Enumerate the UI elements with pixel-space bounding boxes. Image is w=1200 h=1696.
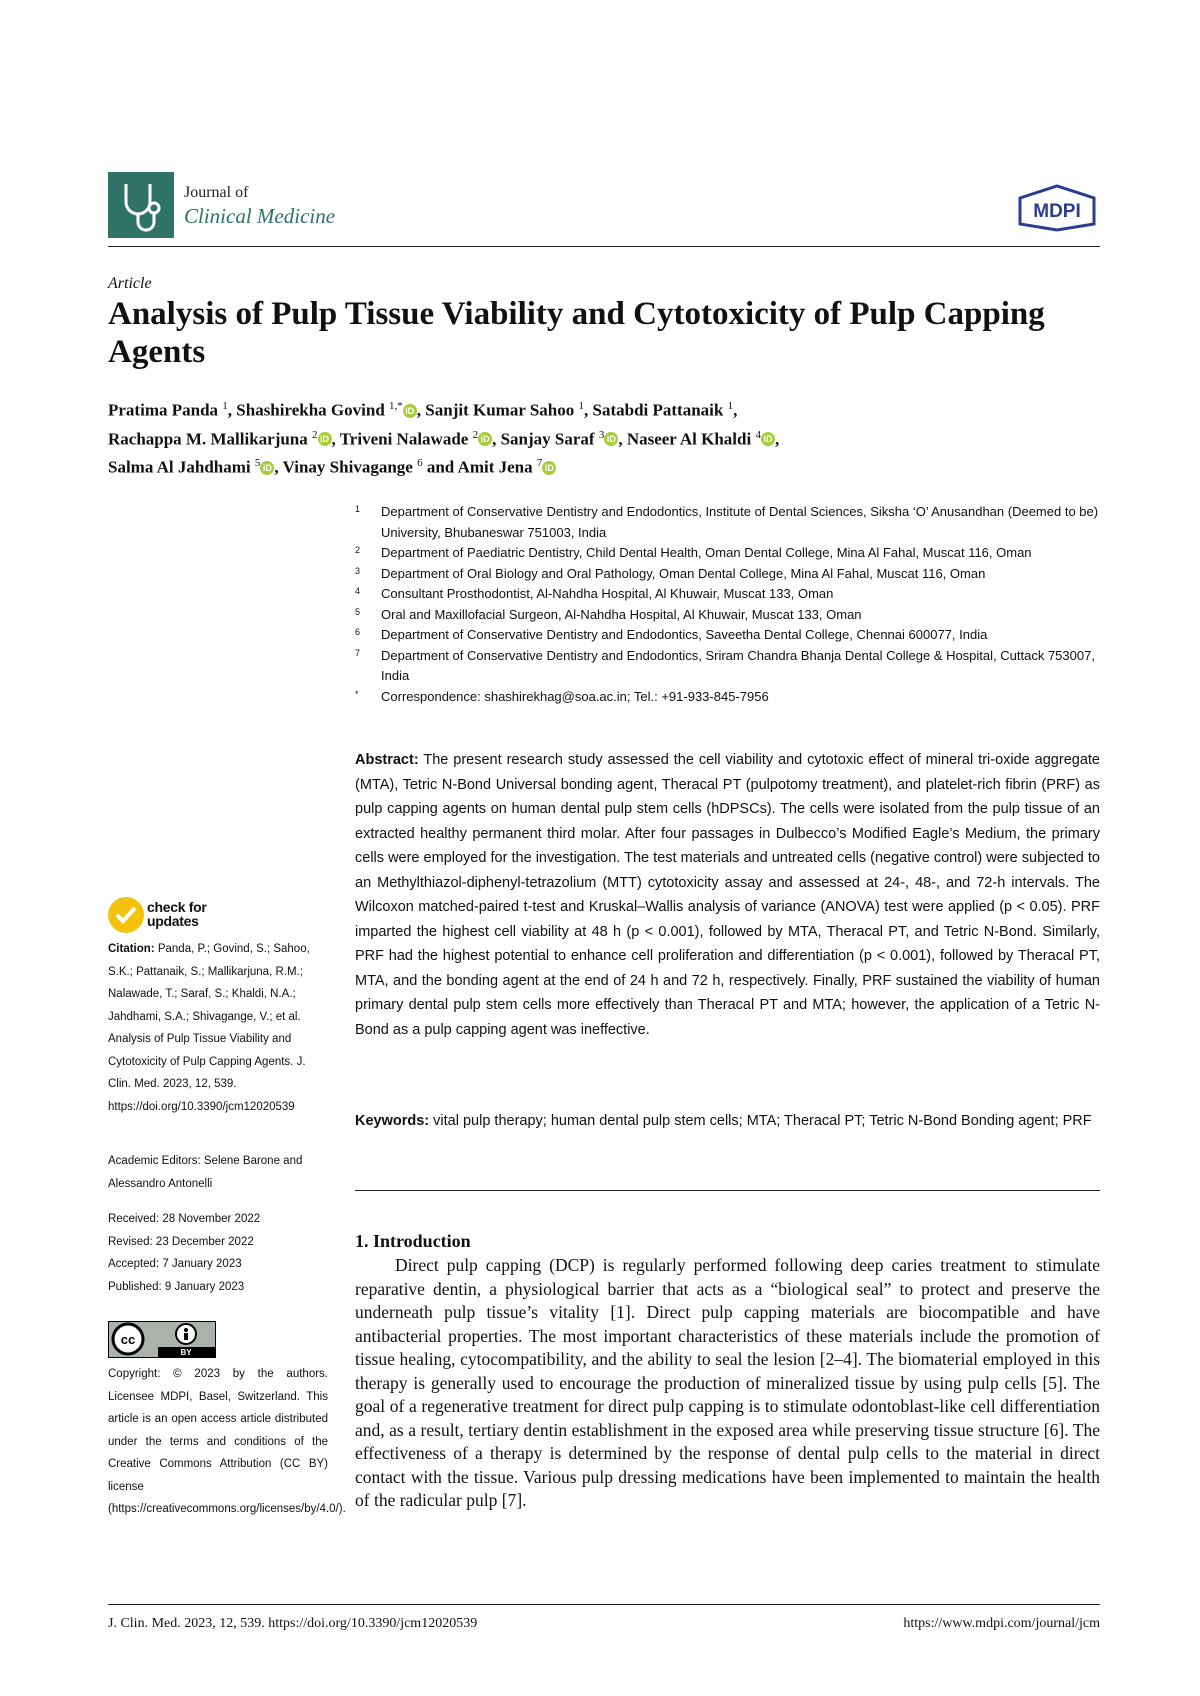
section-divider <box>355 1190 1100 1191</box>
citation-text: Panda, P.; Govind, S.; Sahoo, S.K.; Pattanaik, S.; Mallikarjuna, R.M.; Nalawade, T.; Saraf, S.; Khaldi, N.A.; Jahdhami, S.A.; Shivagange, V.; et al. Analysis of Pulp Tissue Viability and Cytotoxicity of Pulp Capping Agents. J. Clin. Med. 2023, 12, 539. https://doi.org/10.3390/jcm12020539 <box>108 943 310 1113</box>
affiliation-text: Department of Paediatric Dentistry, Child Dental Health, Oman Dental College, Mina Al Fahal, Muscat 116, Oman <box>381 545 1032 560</box>
affiliation-item <box>355 625 1100 646</box>
author-separator: , <box>227 400 237 420</box>
date-row: Received: 28 November 2022 <box>108 1213 261 1225</box>
author-line <box>108 451 1100 480</box>
affiliation-number: 5 <box>355 606 361 617</box>
creative-commons-icon <box>108 1321 216 1358</box>
affiliation-text: Correspondence: shashirekhag@soa.ac.in; Tel.: +91-933-845-7956 <box>381 688 769 704</box>
orcid-icon[interactable]: iD <box>318 432 332 446</box>
affiliation-number: 1 <box>355 504 361 514</box>
editors-block <box>108 1150 328 1195</box>
author-affiliation-mark: 1,* <box>389 400 403 412</box>
publisher-name: MDPI <box>1033 201 1081 222</box>
publisher-logo <box>1014 184 1100 232</box>
author-affiliation-mark: 4 <box>755 428 761 441</box>
article-title: Analysis of Pulp Tissue Viability and Cytotoxicity of Pulp Capping Agents <box>108 296 1045 370</box>
author-line <box>108 394 1100 423</box>
author-separator: and <box>422 457 458 477</box>
orcid-icon[interactable]: iD <box>761 432 775 446</box>
author-affiliation-mark: 7 <box>536 457 543 470</box>
affiliation-number: * <box>355 688 359 699</box>
keywords-label: Keywords: <box>355 1113 430 1129</box>
journal-title: Clinical Medicine <box>184 204 336 228</box>
date-row: Accepted: 7 January 2023 <box>108 1258 242 1270</box>
mdpi-logo-icon <box>1014 184 1100 232</box>
affiliation-item <box>355 564 1100 585</box>
affiliation-item <box>355 687 1100 708</box>
author-list <box>108 394 1100 480</box>
author-name[interactable]: Triveni Nalawade <box>339 429 473 449</box>
author-name[interactable]: Pratima Panda <box>108 400 223 420</box>
checkmark-icon <box>108 897 144 933</box>
orcid-icon[interactable]: iD <box>542 461 556 475</box>
affiliation-number: 2 <box>355 545 361 555</box>
author-separator: , <box>492 429 501 449</box>
affiliation-number: 7 <box>355 647 361 658</box>
intro-paragraph: Direct pulp capping (DCP) is regularly performed following deep caries treatment to stimulate reparative dentin, a physiological barrier that acts as a “biological seal” to protect and preserve the underneath pulp tissue’s vitality [1]. Direct pulp capping materials are biocompatible and have antibacterial properties. The most important characteristics of these materials include the promotion of tissue healing, cytocompatibility, and the ability to seal the lesion [2–4]. The biomaterial employed in this therapy is generally used to encourage the production of mineralized tissue by using pulp cells [5]. The goal of a regenerative treatment for direct pulp capping is to stimulate odontoblast-like cell differentiation and, as a result, tertiary dentin establishment in the exposed area while preserving tissue structure [6]. The effectiveness of a therapy is determined by the response of dental pulp cells to the material in direct contact with the tissue. Various pulp dressing medications have been implemented to maintain the health of the radicular pulp [7]. <box>355 1255 1100 1510</box>
cc-by-label: BY <box>180 1348 192 1357</box>
orcid-icon[interactable]: iD <box>403 404 417 418</box>
author-affiliation-mark: 6 <box>417 457 423 470</box>
journal-of-label: Journal of <box>184 184 249 201</box>
footer-divider <box>108 1604 1100 1605</box>
citation-label: Citation: <box>108 943 155 955</box>
header-divider <box>108 246 1100 247</box>
author-name[interactable]: Amit Jena <box>457 457 537 477</box>
editors-text: Selene Barone and Alessandro Antonelli <box>108 1155 303 1190</box>
affiliation-text: Department of Conservative Dentistry and Endodontics, Institute of Dental Sciences, Siksha ‘O’ Anusandhan (Deemed to be) University, Bhubaneswar 751003, India <box>381 504 1099 540</box>
affiliation-item <box>355 584 1100 605</box>
author-name[interactable]: Naseer Al Khaldi <box>626 429 756 449</box>
affiliation-item <box>355 646 1100 687</box>
affiliation-text: Department of Oral Biology and Oral Pathology, Oman Dental College, Mina Al Fahal, Muscat 116, Oman <box>381 565 986 581</box>
author-name[interactable]: Shashirekha Govind <box>236 400 390 420</box>
author-affiliation-mark: 3 <box>598 428 605 441</box>
date-row: Published: 9 January 2023 <box>108 1280 245 1293</box>
affiliation-item <box>355 543 1100 564</box>
footer-citation: J. Clin. Med. 2023, 12, 539. https://doi.org/10.3390/jcm12020539 <box>108 1616 478 1631</box>
author-separator: , <box>274 457 283 477</box>
footer-journal-link[interactable]: https://www.mdpi.com/journal/jcm <box>903 1616 1100 1631</box>
journal-logo <box>108 172 174 238</box>
author-affiliation-mark: 1 <box>727 400 734 412</box>
keywords-text: vital pulp therapy; human dental pulp stem cells; MTA; Theracal PT; Tetric N-Bond Bonding agent; PRF <box>433 1113 1092 1129</box>
author-separator: , <box>331 429 340 449</box>
author-separator: , <box>774 429 780 449</box>
affiliation-text: Consultant Prosthodontist, Al-Nahdha Hospital, Al Khuwair, Muscat 133, Oman <box>381 586 834 601</box>
author-name[interactable]: Sanjay Saraf <box>500 429 599 449</box>
journal-name <box>184 183 335 229</box>
author-separator: , <box>416 400 426 420</box>
author-affiliation-mark: 2 <box>312 428 318 441</box>
cc-by-license-badge[interactable] <box>108 1321 216 1358</box>
author-name[interactable]: Sanjit Kumar Sahoo <box>425 400 579 420</box>
author-name[interactable]: Salma Al Jahdhami <box>108 457 255 477</box>
keywords <box>355 1109 1100 1134</box>
affiliation-text: Department of Conservative Dentistry and Endodontics, Saveetha Dental College, Chennai 600077, India <box>381 627 988 642</box>
author-affiliation-mark: 2 <box>472 428 479 441</box>
author-line <box>108 423 1100 452</box>
affiliation-text: Oral and Maxillofacial Surgeon, Al-Nahdha Hospital, Al Khuwair, Muscat 133, Oman <box>381 606 862 622</box>
affiliation-item <box>355 502 1100 543</box>
check-for-updates-label[interactable]: check for updates <box>147 899 207 929</box>
affiliations <box>355 502 1100 707</box>
article-type: Article <box>108 275 152 292</box>
abstract <box>355 748 1100 1042</box>
affiliation-number: 3 <box>355 565 361 576</box>
copyright-notice: Copyright: © 2023 by the authors. Licensee MDPI, Basel, Switzerland. This article is an open access article distributed under the terms and conditions of the Creative Commons Attribution (CC BY) license (https://creativecommons.org/licenses/by/4.0/). <box>108 1368 346 1515</box>
abstract-label: Abstract: <box>355 752 419 768</box>
author-separator: , <box>733 400 738 420</box>
author-name[interactable]: Rachappa M. Mallikarjuna <box>108 429 313 449</box>
author-separator: , <box>618 429 627 449</box>
publication-dates <box>108 1208 328 1298</box>
author-affiliation-mark: 1 <box>222 400 228 412</box>
section-heading: 1. Introduction <box>355 1231 471 1251</box>
stethoscope-icon <box>108 172 174 238</box>
abstract-text: The present research study assessed the cell viability and cytotoxic effect of mineral tri-oxide aggregate (MTA), Tetric N-Bond Universal bonding agent, Theracal PT (pulpotomy treatment), and platelet-rich fibrin (PRF) as pulp capping agents on human dental pulp stem cells (hDPSCs). The cells were isolated from the pulp tissue of an extracted healthy permanent third molar. After four passages in Dulbecco’s Modified Eagle’s Medium, the primary cells were employed for the investigation. The test materials and untreated cells (negative control) were subjected to an Methylthiazol-diphenyl-tetrazolium (MTT) cytotoxicity assay and assessed at 24-, 48-, and 72-h intervals. The Wilcoxon matched-paired t-test and Kruskal–Wallis analysis of variance (ANOVA) test were applied (p < 0.05). PRF imparted the highest cell viability at 48 h (p < 0.001), followed by MTA, Theracal PT, and Tetric N-Bond. Similarly, PRF had the highest potential to enhance cell proliferation and differentiation (p < 0.001), followed by Theracal PT, MTA, and the bonding agent at the end of 24 h and 72 h, respectively. Finally, PRF sustained the viability of human primary dental pulp stem cells more effectively than Theracal PT and MTA; however, the application of a Tetric N-Bond as a pulp capping agent was ineffective. <box>355 752 1100 1038</box>
author-affiliation-mark: 1 <box>578 400 584 412</box>
editors-label: Academic Editors: <box>108 1155 201 1167</box>
check-for-updates-badge[interactable] <box>108 897 144 933</box>
affiliation-item <box>355 605 1100 626</box>
orcid-icon[interactable]: iD <box>604 432 618 446</box>
author-name[interactable]: Satabdi Pattanaik <box>592 400 728 420</box>
affiliation-text: Department of Conservative Dentistry and Endodontics, Sriram Chandra Bhanja Dental College & Hospital, Cuttack 753007, India <box>381 647 1095 683</box>
affiliation-number: 6 <box>355 627 361 637</box>
affiliation-number: 4 <box>355 586 361 596</box>
svg-text:cc: cc <box>120 1332 136 1347</box>
orcid-icon[interactable]: iD <box>478 432 492 446</box>
author-name[interactable]: Vinay Shivagange <box>282 457 418 477</box>
author-affiliation-mark: 5 <box>254 457 261 470</box>
orcid-icon[interactable]: iD <box>260 461 274 475</box>
author-separator: , <box>584 400 593 420</box>
date-row: Revised: 23 December 2022 <box>108 1235 254 1248</box>
citation-block <box>108 938 328 1118</box>
